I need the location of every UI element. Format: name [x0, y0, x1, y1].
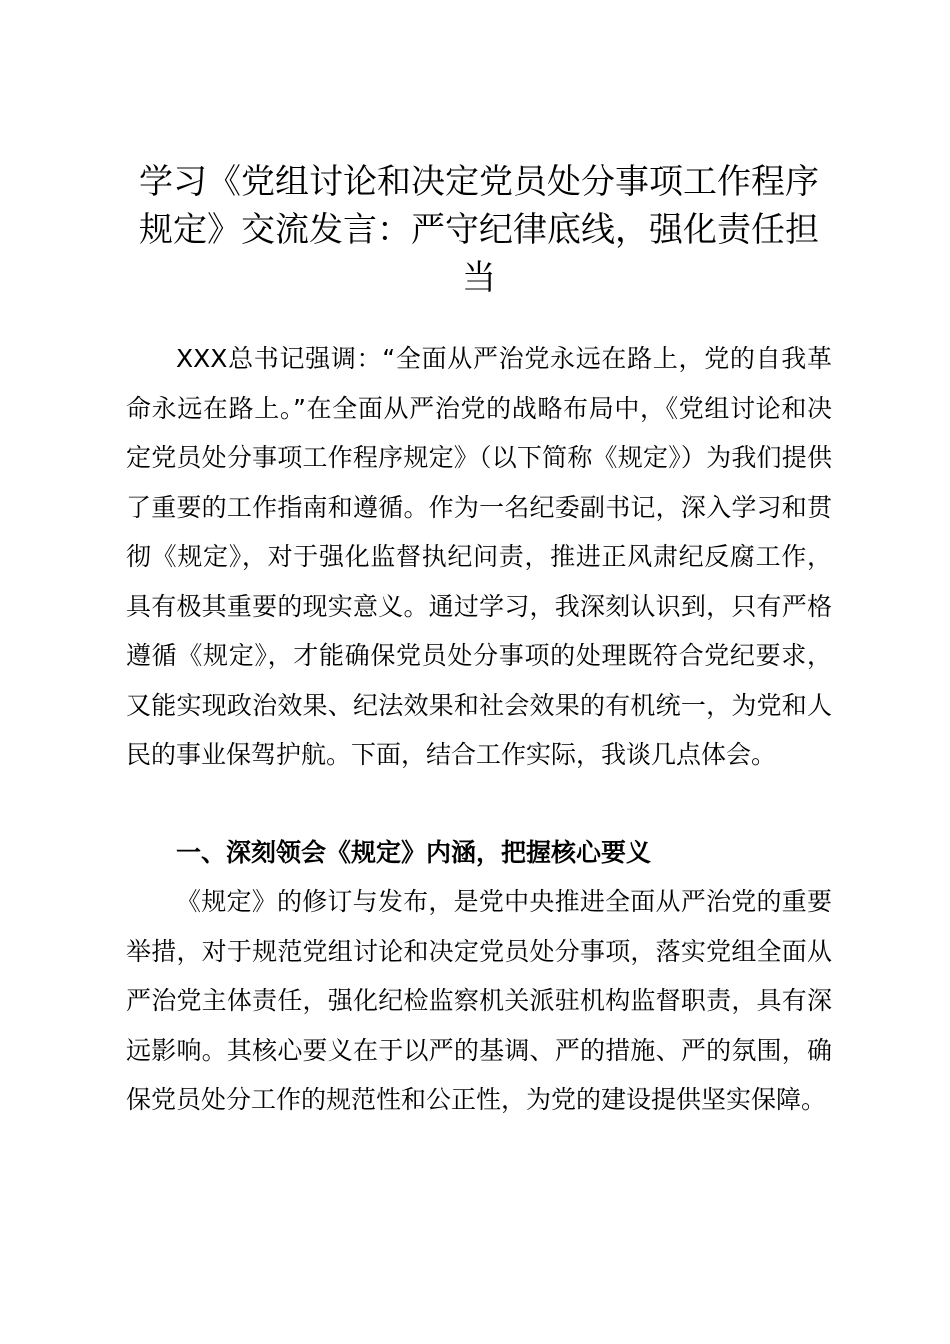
- intro-paragraph: XXX总书记强调：“全面从严治党永远在路上，党的自我革命永远在路上。”在全面从严治党的战略布局中，《党组讨论和决定党员处分事项工作程序规定》（以下简称《规定》）为我们提供了重要的工作指南和遵循。作为一名纪委副书记，深入学习和贯彻《规定》，对于强化监督执纪问责，推进正风肃纪反腐工作，具有极其重要的现实意义。通过学习，我深刻认识到，只有严格遵循《规定》，才能确保党员处分事项的处理既符合党纪要求，又能实现政治效果、纪法效果和社会效果的有机统一，为党和人民的事业保驾护航。下面，结合工作实际，我谈几点体会。: [126, 344, 832, 769]
- document-title: 学习《党组讨论和决定党员处分事项工作程序规定》交流发言：严守纪律底线，强化责任担当: [139, 162, 819, 298]
- section-heading-1: 一、深刻领会《规定》内涵，把握核心要义: [176, 838, 652, 867]
- section-1-paragraph: 《规定》的修订与发布，是党中央推进全面从严治党的重要举措，对于规范党组讨论和决定党员处分事项，落实党组全面从严治党主体责任，强化纪检监察机关派驻机构监督职责，具有深远影响。其核心要义在于以严的基调、严的措施、严的氛围，确保党员处分工作的规范性和公正性，为党的建设提供坚实保障。: [126, 887, 832, 1114]
